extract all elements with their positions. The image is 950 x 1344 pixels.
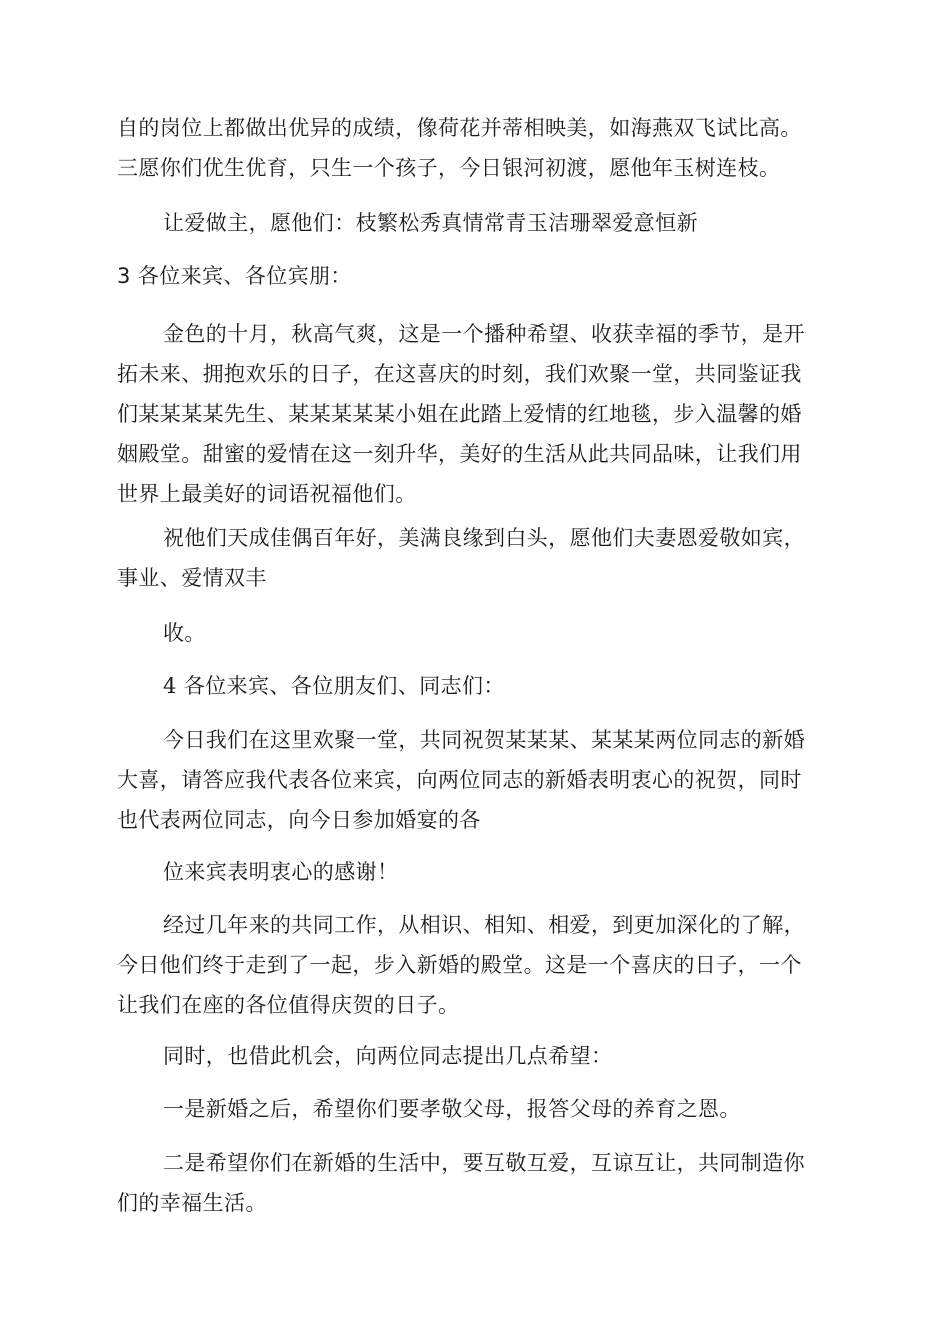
- paragraph-harvest: [117, 613, 833, 653]
- text-line: 今日他们终于走到了一起，步入新婚的殿堂。这是一个喜庆的日子，一个: [117, 953, 802, 977]
- text-line: 祝他们天成佳偶百年好，美满良缘到白头，愿他们夫妻恩爱敬如宾，: [163, 526, 805, 550]
- text-line: 位来宾表明衷心的感谢！: [163, 860, 399, 884]
- text-line: 们某某某某先生、某某某某某小姐在此踏上爱情的红地毯，步入温馨的婚: [117, 402, 802, 426]
- text-line: 二是希望你们在新婚的生活中，要互敬互爱，互谅互让，共同制造你: [163, 1151, 805, 1175]
- text-line: 世界上最美好的词语祝福他们。: [117, 482, 417, 506]
- text-line: 4 各位来宾、各位朋友们、同志们：: [163, 674, 505, 698]
- paragraph-hopes-intro: [117, 1036, 833, 1076]
- text-line: 3 各位来宾、各位宾朋：: [117, 264, 352, 288]
- text-line: 一是新婚之后，希望你们要孝敬父母，报答父母的养育之恩。: [163, 1097, 741, 1121]
- text-line: 让我们在座的各位值得庆贺的日子。: [117, 993, 460, 1017]
- paragraph-love-motto: [117, 203, 833, 243]
- text-line: 同时，也借此机会，向两位同志提出几点希望：: [163, 1044, 613, 1068]
- text-line: 拓未来、拥抱欢乐的日子，在这喜庆的时刻，我们欢聚一堂，共同鉴证我: [117, 362, 802, 386]
- text-line: 也代表两位同志，向今日参加婚宴的各: [117, 808, 481, 832]
- paragraph-hope-two: [117, 1143, 833, 1223]
- paragraph-gathering: [117, 720, 833, 840]
- text-line: 自的岗位上都做出优异的成绩，像荷花并蒂相映美，如海燕双飞试比高。: [117, 116, 802, 140]
- text-line: 让爱做主，愿他们：枝繁松秀真情常青玉洁珊翠爱意恒新: [163, 211, 698, 235]
- paragraph-golden-october: [117, 314, 833, 514]
- section-heading-3: [117, 256, 833, 296]
- paragraph-hope-one: [117, 1089, 833, 1129]
- text-line: 大喜，请答应我代表各位来宾，向两位同志的新婚表明衷心的祝贺，同时: [117, 768, 802, 792]
- paragraph-wish-continued: [117, 108, 833, 188]
- text-line: 事业、爱情双丰: [117, 566, 267, 590]
- paragraph-blessing: [117, 518, 833, 598]
- text-line: 今日我们在这里欢聚一堂，共同祝贺某某某、某某某两位同志的新婚: [163, 728, 805, 752]
- text-line: 经过几年来的共同工作，从相识、相知、相爱，到更加深化的了解，: [163, 913, 805, 937]
- section-heading-4: [117, 666, 833, 706]
- text-line: 三愿你们优生优育，只生一个孩子，今日银河初渡，愿他年玉树连枝。: [117, 156, 781, 180]
- paragraph-thanks: [117, 852, 833, 892]
- text-line: 们的幸福生活。: [117, 1191, 267, 1215]
- text-line: 姻殿堂。甜蜜的爱情在这一刻升华，美好的生活从此共同品味，让我们用: [117, 442, 802, 466]
- paragraph-years-together: [117, 905, 833, 1025]
- text-line: 收。: [163, 621, 206, 645]
- text-line: 金色的十月，秋高气爽，这是一个播种希望、收获幸福的季节，是开: [163, 322, 805, 346]
